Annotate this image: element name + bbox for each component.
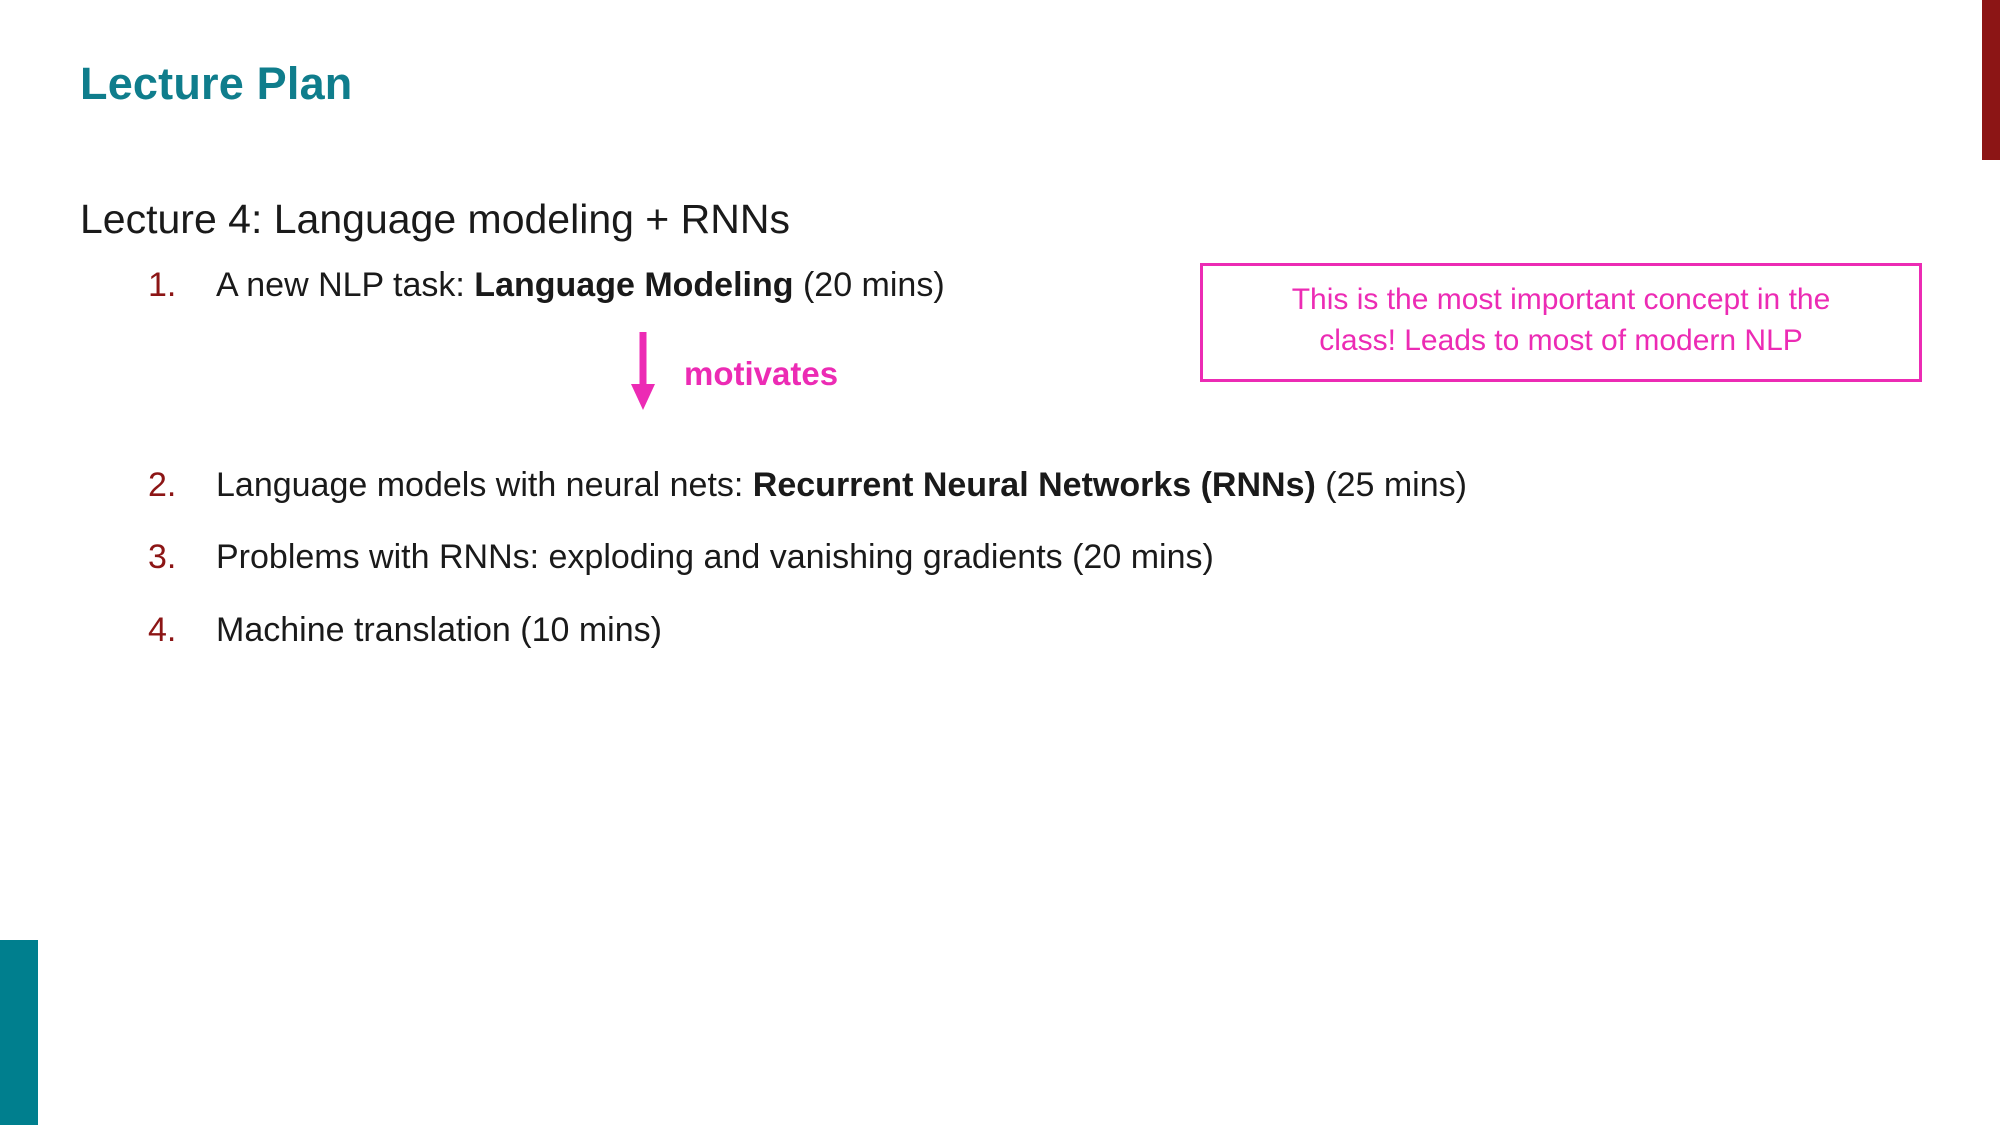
list-item-text <box>216 613 662 647</box>
list-item-text <box>216 468 1467 502</box>
list-item <box>148 268 945 302</box>
list-item-text-bold: Language Modeling <box>474 266 794 304</box>
list-item-text-before: Machine translation (10 mins) <box>216 611 662 649</box>
list-item-number: 4. <box>148 611 177 649</box>
page-title: Lecture Plan <box>80 58 353 109</box>
callout-line-1: This is the most important concept in the <box>1291 283 1831 316</box>
list-item-number: 3. <box>148 538 177 576</box>
list-item <box>148 540 1214 574</box>
list-item <box>148 468 1467 502</box>
list-item-number: 1. <box>148 266 177 304</box>
list-item-text-after: (20 mins) <box>793 266 945 304</box>
list-item-text-before: A new NLP task: <box>216 266 475 304</box>
down-arrow-icon <box>628 330 658 412</box>
callout-box <box>1200 263 1922 382</box>
callout-line-2: class! Leads to most of modern NLP <box>1319 323 1803 357</box>
list-item-text <box>216 268 945 302</box>
decorative-bar-bottom-left <box>0 940 38 1125</box>
list-item-text-bold: Recurrent Neural Networks (RNNs) <box>752 466 1316 504</box>
list-item-text <box>216 540 1214 574</box>
decorative-bar-top-right <box>1982 0 2000 160</box>
list-item <box>148 613 662 647</box>
lecture-subtitle: Lecture 4: Language modeling + RNNs <box>80 196 790 242</box>
motivates-annotation <box>628 330 838 412</box>
list-item-number: 2. <box>148 466 177 504</box>
list-item-text-before: Language models with neural nets: <box>216 466 753 504</box>
list-item-text-before: Problems with RNNs: exploding and vanishing gradients (20 mins) <box>216 538 1214 576</box>
motivates-label: motivates <box>684 355 839 392</box>
list-item-text-after: (25 mins) <box>1315 466 1467 504</box>
